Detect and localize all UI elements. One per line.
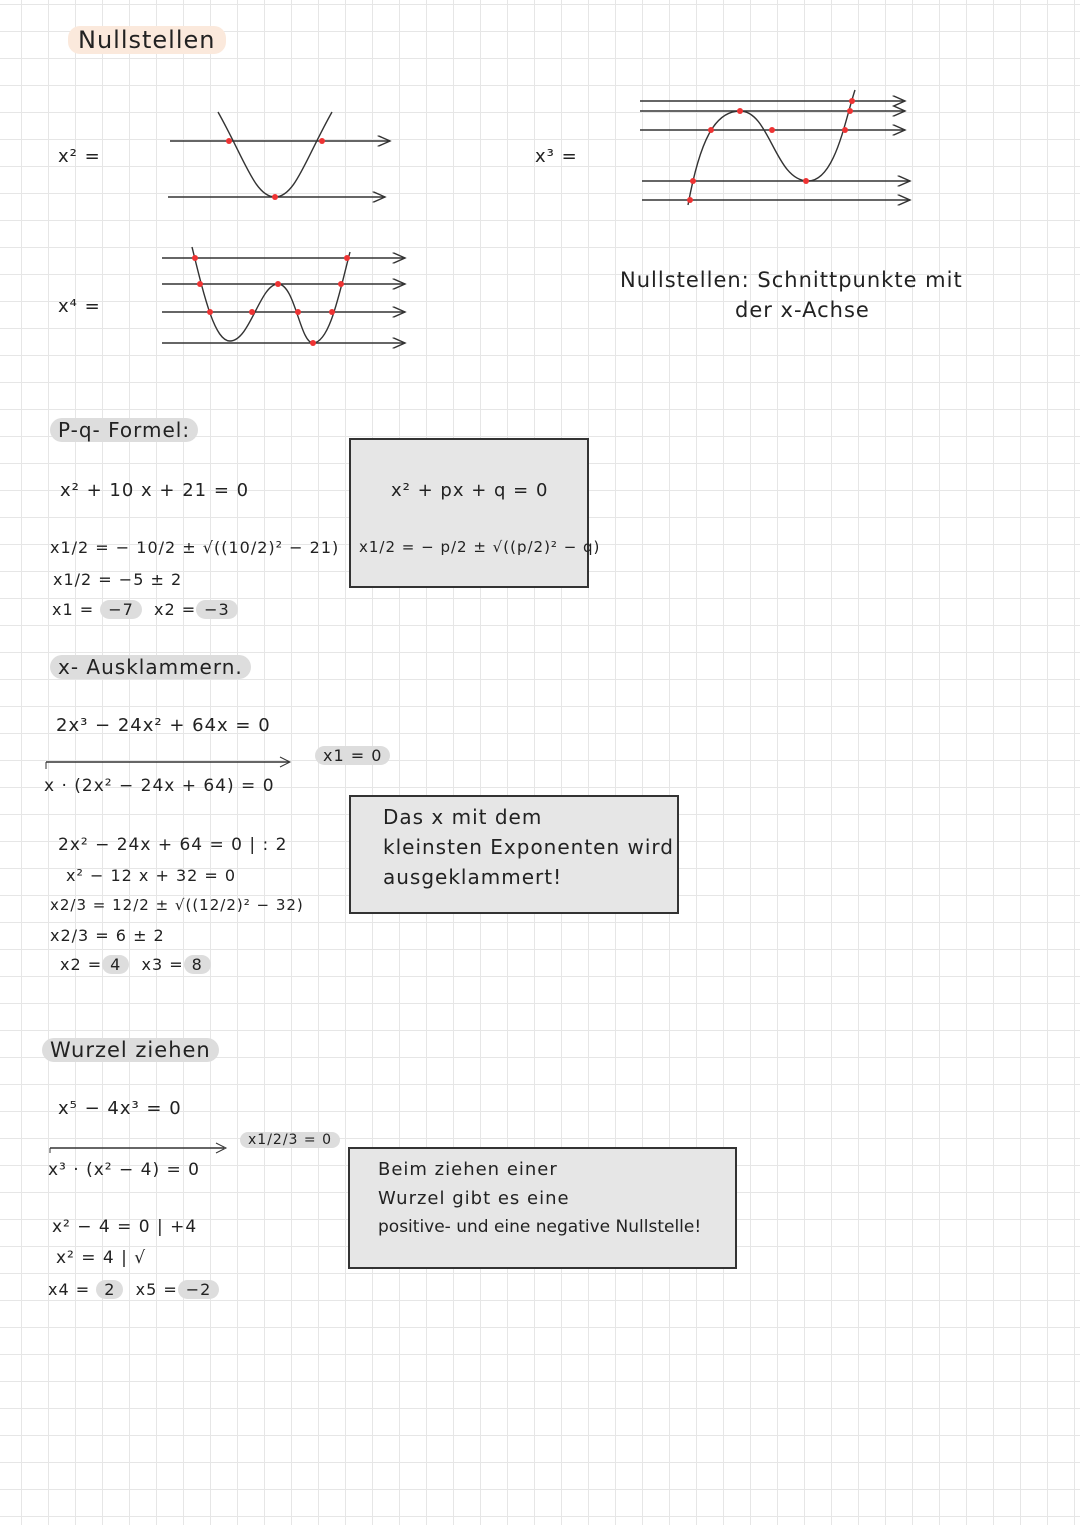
x3-graph xyxy=(640,90,910,205)
note-line: Beim ziehen einer xyxy=(378,1159,558,1180)
x2-graph xyxy=(168,112,390,197)
ausklammern-step1: 2x² − 24x + 64 = 0 | : 2 xyxy=(58,835,288,855)
x4-value: 2 xyxy=(96,1280,123,1299)
ausklammern-equation: 2x³ − 24x² + 64x = 0 xyxy=(56,715,271,736)
ausklammern-result: x1 = 0 xyxy=(315,746,390,765)
wurzel-result: x1/2/3 = 0 xyxy=(240,1132,340,1148)
pq-equation: x² + 10 x + 21 = 0 xyxy=(60,480,250,501)
graph-sketches xyxy=(0,0,1080,400)
x5-value: −2 xyxy=(178,1280,220,1299)
x5-label: x5 = xyxy=(135,1280,178,1299)
x2-label: x2 = xyxy=(154,600,197,619)
note-line: ausgeklammert! xyxy=(383,865,563,889)
pq-step2: x1/2 = −5 ± 2 xyxy=(53,570,183,589)
ausklammern-step3: x2/3 = 12/2 ± √((12/2)² − 32) xyxy=(50,896,304,914)
label-x4: x⁴ = xyxy=(58,296,101,317)
page-title: Nullstellen xyxy=(68,26,226,54)
x2-label: x2 = xyxy=(60,955,103,974)
label-x3: x³ = xyxy=(535,146,578,167)
x1-value: −7 xyxy=(100,600,142,619)
ausklammern-factored: x · (2x² − 24x + 64) = 0 xyxy=(44,776,275,796)
wurzel-heading: Wurzel ziehen xyxy=(42,1038,219,1062)
x4-graph xyxy=(162,247,405,343)
ausklammern-step2: x² − 12 x + 32 = 0 xyxy=(66,866,237,885)
ausklammern-heading: x- Ausklammern. xyxy=(50,655,251,679)
note-line: kleinsten Exponenten wird xyxy=(383,835,674,859)
pq-general-formula: x1/2 = − p/2 ± √((p/2)² − q) xyxy=(359,538,601,556)
pq-general-equation: x² + px + q = 0 xyxy=(391,480,549,501)
x3-value: 8 xyxy=(184,955,211,974)
wurzel-step2: x² = 4 | √ xyxy=(56,1248,147,1268)
wurzel-note-box xyxy=(348,1147,737,1269)
definition-line2: der x-Achse xyxy=(735,298,870,322)
x3-label: x3 = xyxy=(141,955,184,974)
x2-value: 4 xyxy=(102,955,129,974)
wurzel-step1: x² − 4 = 0 | +4 xyxy=(52,1217,198,1237)
x1-label: x1 = xyxy=(52,600,95,619)
wurzel-factored: x³ · (x² − 4) = 0 xyxy=(48,1160,200,1180)
label-x2: x² = xyxy=(58,146,101,167)
ausklammern-note-box xyxy=(349,795,679,914)
pq-step1: x1/2 = − 10/2 ± √((10/2)² − 21) xyxy=(50,538,340,557)
x2-value: −3 xyxy=(196,600,238,619)
definition-line1: Nullstellen: Schnittpunkte mit xyxy=(620,268,963,292)
x4-label: x4 = xyxy=(48,1280,91,1299)
note-line: positive- und eine negative Nullstelle! xyxy=(378,1217,702,1237)
note-line: Das x mit dem xyxy=(383,805,543,829)
ausklammern-step4: x2/3 = 6 ± 2 xyxy=(50,926,165,945)
pq-heading: P-q- Formel: xyxy=(50,418,198,442)
arrow-icon xyxy=(44,752,344,772)
wurzel-equation: x⁵ − 4x³ = 0 xyxy=(58,1098,182,1119)
note-line: Wurzel gibt es eine xyxy=(378,1188,570,1209)
arrow-icon xyxy=(48,1138,248,1158)
pq-formula-box xyxy=(349,438,601,588)
